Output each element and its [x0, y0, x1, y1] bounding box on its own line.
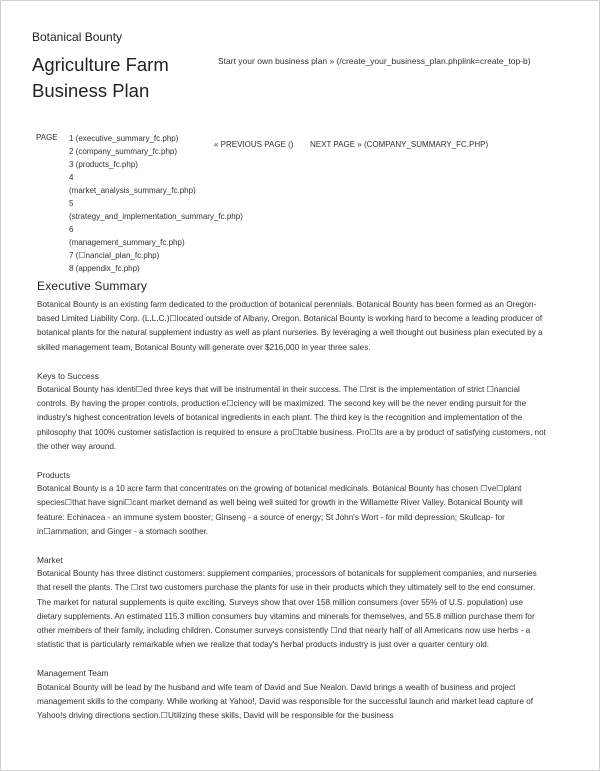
- management-team-heading: Management Team: [37, 668, 109, 679]
- page-link[interactable]: 7 (☐nancial_plan_fc.php): [69, 251, 160, 260]
- page-link[interactable]: (strategy_and_implementation_summary_fc.php): [69, 212, 243, 221]
- page-link[interactable]: 6: [69, 225, 74, 234]
- pagination-label: PAGE: [36, 133, 58, 142]
- keys-to-success-heading: Keys to Success: [37, 370, 99, 381]
- next-page-link[interactable]: NEXT PAGE » (COMPANY_SUMMARY_FC.PHP): [310, 140, 489, 149]
- products-section: [37, 468, 549, 539]
- page-link[interactable]: (management_summary_fc.php): [69, 238, 185, 247]
- brand-name: Botanical Bounty: [32, 30, 123, 44]
- executive-summary-heading: Executive Summary: [37, 279, 148, 293]
- products-text: Botanical Bounty is a 10 acre farm that concentrates on the growing of botanical medicinals. Botanical Bounty has chosen ☐ve☐plant species☐that have signi☐cant market demand as well being well suited for growth in the Willamette River Valley. Botanical Bounty will feature: Echinacea - an immune system booster; Ginseng - a source of energy; St John's Wort - for mild depression; Skullcap- for in☐ammation; and Ginger - a stomach soother.: [37, 484, 523, 536]
- page-link[interactable]: 8 (appendix_fc.php): [69, 264, 140, 273]
- keys-to-success-text: Botanical Bounty has identi☐ed three keys that will be instrumental in their success. The ☐rst is the implementation of strict ☐nancial controls. By having the proper controls, production e☐ciency will be maximized. The second key will be the never ending pursuit for the industry's highest concentration levels of botanical ingredients in each plant. The third key is the recognition and implementation of the philosophy that 100% customer satisfaction is required to ensure a pro☐table business. Pro☐ts are a by product of satisfying customers, not the other way around.: [37, 385, 546, 451]
- market-section: [37, 553, 549, 652]
- page-link[interactable]: 5: [69, 199, 74, 208]
- market-heading: Market: [37, 555, 63, 566]
- previous-page-link[interactable]: « PREVIOUS PAGE (): [214, 140, 294, 149]
- create-business-plan-link[interactable]: Start your own business plan » (/create_your_business_plan.phplink=create_top-b): [218, 56, 531, 66]
- page-link[interactable]: 1 (executive_summary_fc.php): [69, 134, 179, 143]
- keys-to-success-section: [37, 369, 549, 454]
- page-link[interactable]: 3 (products_fc.php): [69, 160, 138, 169]
- executive-summary-text: Botanical Bounty is an existing farm dedicated to the production of botanical perennials. Botanical Bounty has been formed as an Oregon-based Limited Liability Corp. (L.L.C.)☐located outside of Albany, Oregon. Botanical Bounty is working hard to become a leading producer of botanical plants for the natural supplement industry as well as plant nurseries. By leveraging a well thought out business plan executed by a skilled management team, Botanical Bounty will generate over $216,000 in year three sales.: [37, 300, 543, 352]
- page-link[interactable]: 2 (company_summary_fc.php): [69, 147, 178, 156]
- pagination-list: [69, 132, 243, 275]
- document-title: [32, 52, 212, 104]
- page-link[interactable]: (market_analysis_summary_fc.php): [69, 186, 196, 195]
- management-team-text: Botanical Bounty will be lead by the husband and wife team of David and Sue Nealon. David brings a wealth of business and project management skills to the company. While working at Yahoo!, David was responsible for the successful launch and market lead capture of Yahoo!s driving directions section.☐Utilizing these skills, David will be responsible for the business: [37, 682, 534, 721]
- main-content: [37, 279, 549, 723]
- title-line-1: Agriculture Farm: [32, 54, 169, 75]
- page-link[interactable]: 4: [69, 173, 74, 182]
- management-team-section: [37, 666, 549, 723]
- title-line-2: Business Plan: [32, 80, 150, 101]
- products-heading: Products: [37, 470, 71, 481]
- market-text: Botanical Bounty has three distinct customers: supplement companies, processors of botanicals for supplement companies, and nurseries that resell the plants. The ☐rst two customers purchase the plants for use in their products which they ultimately sell to the end consumer. The market for natural supplements is quite exciting. Surveys show that over 158 million consumers (over 55% of U.S. population) use dietary supplements. An estimated 115.3 million consumers buy vitamins and minerals for themselves, and 55.8 million purchase them for other members of their family, including children. Consumer surveys consistently ☐nd that nearly half of all Americans now use herbs - a statistic that is particularly remarkable when we realize that today's herbal products industry is just over a quarter century old.: [37, 569, 537, 650]
